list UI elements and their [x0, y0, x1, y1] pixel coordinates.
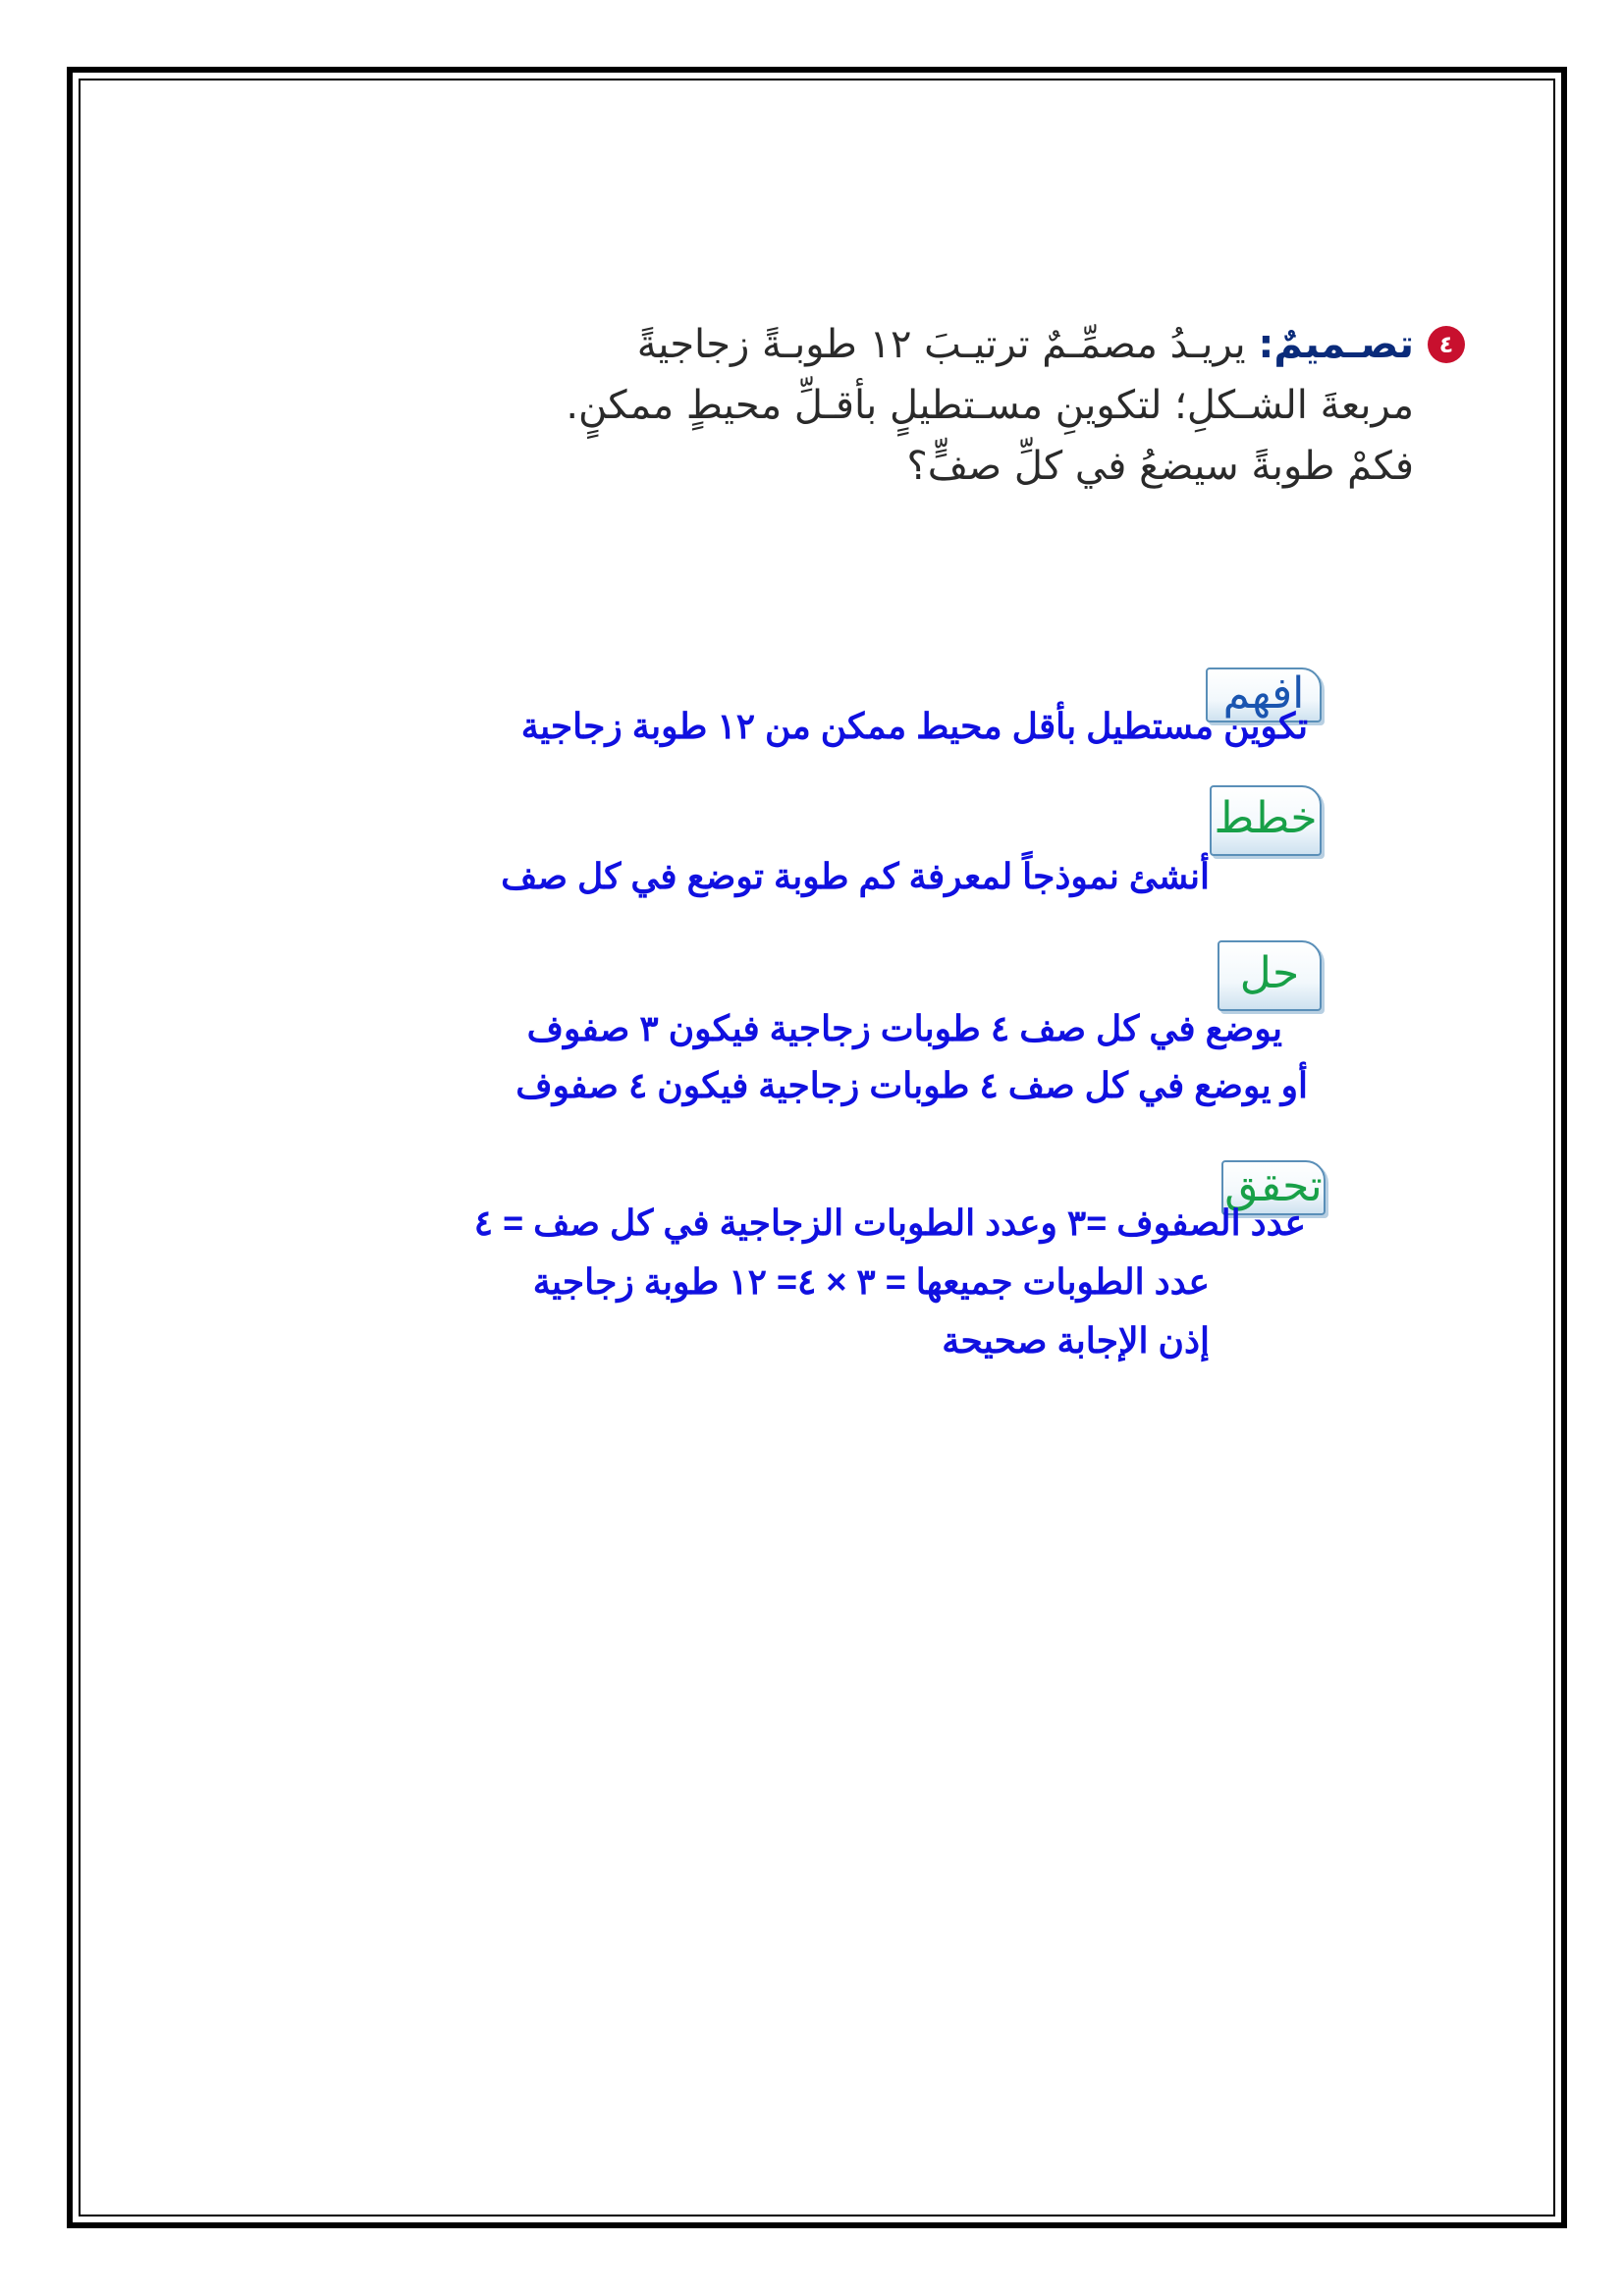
- problem-text-line: فكمْ طوبةً سيضعُ في كلِّ صفٍّ؟: [906, 444, 1414, 489]
- problem-number-badge: ٤: [1428, 326, 1465, 363]
- understand-answer: تكوين مستطيل بأقل محيط ممكن من ١٢ طوبة زجاجية: [520, 706, 1308, 746]
- problem-text-line: مربعةَ الشـكلِ؛ لتكوينِ مسـتطيلٍ بأقـلِّ محيطٍ ممكنٍ.: [566, 383, 1414, 428]
- problem-title-colon: :: [1258, 322, 1274, 367]
- check-answer-line-2: عدد الطوبات جميعها = ٣ × ٤= ١٢ طوبة زجاجية: [532, 1261, 1210, 1302]
- step-label-plan-text: خطط: [1214, 793, 1318, 843]
- problem-statement: [432, 314, 1454, 497]
- plan-answer: أنشئ نموذجاً لمعرفة كم طوبة توضع في كل صف: [501, 856, 1210, 896]
- solve-answer-line-1: يوضع في كل صف ٤ طوبات زجاجية فيكون ٣ صفوف: [526, 1008, 1282, 1048]
- step-label-check-text: تحقق: [1224, 1161, 1323, 1211]
- problem-text-line: يريـدُ مصمِّـمٌ ترتيـبَ ١٢ طوبـةً زجاجيةً: [636, 322, 1246, 367]
- check-answer-line-1: عدد الصفوف =٣ وعدد الطوبات الزجاجية في كل صف = ٤: [473, 1202, 1306, 1243]
- solve-answer-line-2: أو يوضع في كل صف ٤ طوبات زجاجية فيكون ٤ صفوف: [515, 1065, 1308, 1105]
- problem-line-1: [432, 314, 1414, 375]
- problem-title: تصـميمٌ: [1273, 322, 1414, 367]
- step-label-understand-text: افهم: [1222, 668, 1305, 719]
- step-label-plan: [1210, 785, 1322, 856]
- check-answer-line-3: إذن الإجابة صحيحة: [942, 1320, 1210, 1361]
- step-label-solve-text: حل: [1239, 948, 1300, 998]
